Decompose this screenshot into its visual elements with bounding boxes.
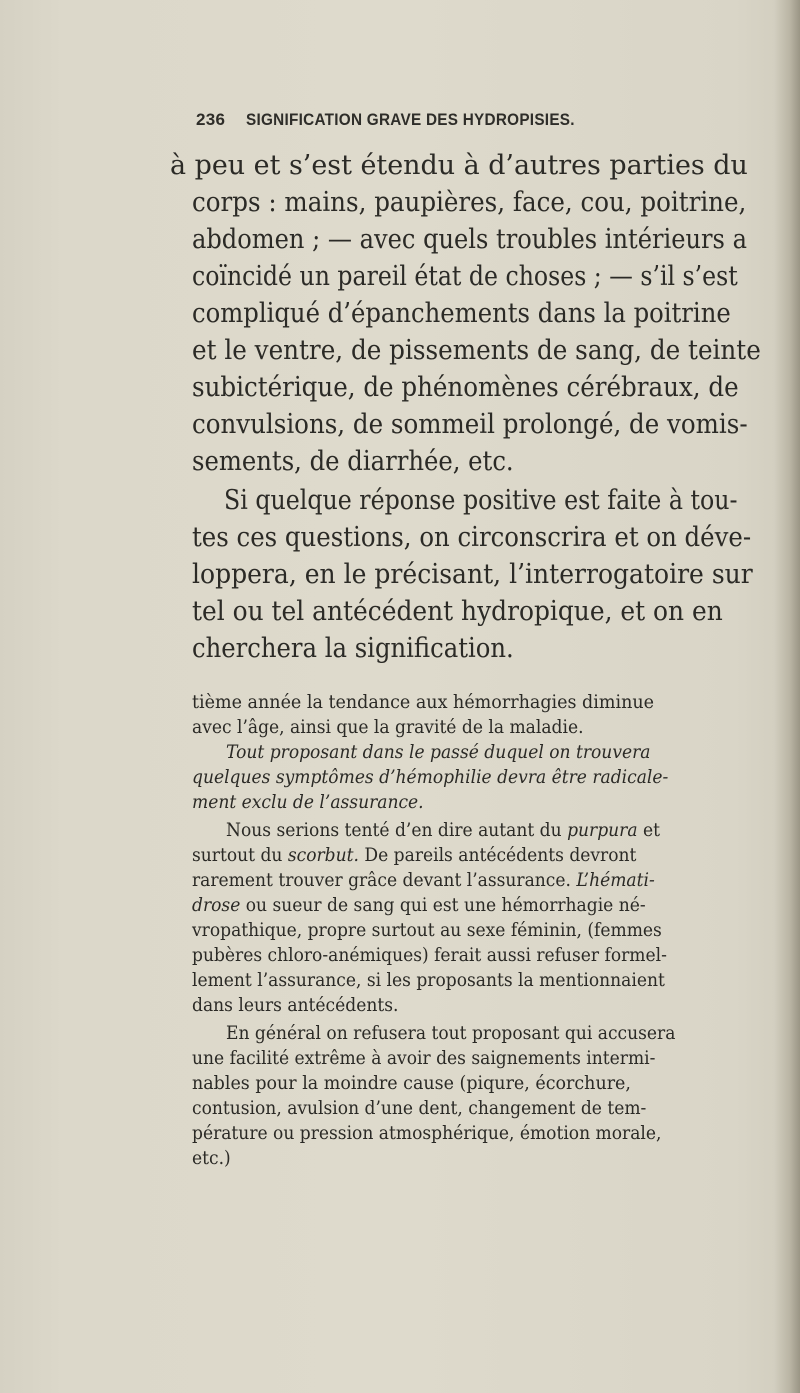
main-line-14: cherchera la signification. bbox=[192, 633, 514, 664]
main-line-3: abdomen ; — avec quels troubles intérieurs a bbox=[192, 224, 747, 255]
footnote-text: surtout du bbox=[192, 844, 283, 866]
footnote-term-scorbut: scorbut. bbox=[287, 844, 359, 866]
main-line-9: sements, de diarrhée, etc. bbox=[192, 446, 514, 477]
main-line-6: et le ventre, de pissements de sang, de teinte bbox=[192, 335, 761, 366]
footnote-line-4: quelques symptômes d’hémophilie devra être radicale- bbox=[192, 766, 669, 788]
footnote-line-9 bbox=[192, 893, 646, 917]
main-line-10: Si quelque réponse positive est faite à tou- bbox=[224, 485, 738, 516]
main-line-13: tel ou tel antécédent hydropique, et on en bbox=[192, 596, 723, 627]
main-line-7: subictérique, de phénomènes cérébraux, de bbox=[192, 372, 739, 403]
footnote-line-2: avec l’âge, ainsi que la gravité de la maladie. bbox=[192, 716, 584, 738]
footnote-line-16: nables pour la moindre cause (piqure, écorchure, bbox=[192, 1072, 631, 1094]
footnote-term-hematidrose-1: L’hémati- bbox=[576, 869, 655, 891]
footnote-term-hematidrose-2: drose bbox=[192, 894, 241, 916]
footnote-term-purpura: purpura bbox=[567, 819, 638, 841]
page-number: 236 bbox=[196, 110, 226, 129]
footnote-line-13: dans leurs antécédents. bbox=[192, 994, 399, 1016]
running-head-title: SIGNIFICATION GRAVE DES HYDROPISIES. bbox=[246, 110, 575, 129]
footnote-text: rarement trouver grâce devant l’assurance. bbox=[192, 869, 571, 891]
footnote-text: et bbox=[642, 819, 660, 841]
footnote-text: De pareils antécédents devront bbox=[364, 844, 637, 866]
footnote-text: Nous serions tenté d’en dire autant du bbox=[226, 819, 562, 841]
footnote-line-1: tième année la tendance aux hémorrhagies diminue bbox=[192, 691, 655, 713]
main-line-2: corps : mains, paupières, face, cou, poitrine, bbox=[192, 187, 747, 218]
page-edge-shadow bbox=[774, 0, 800, 1393]
footnote-text: ou sueur de sang qui est une hémorrhagie né- bbox=[245, 894, 646, 916]
footnote-line-3: Tout proposant dans le passé duquel on trouvera bbox=[226, 741, 651, 763]
footnote-line-14: En général on refusera tout proposant qui accusera bbox=[226, 1022, 676, 1044]
footnote-line-6 bbox=[226, 818, 660, 842]
footnote-line-19: etc.) bbox=[192, 1147, 231, 1169]
footnote-line-7 bbox=[192, 843, 636, 867]
footnote-line-10: vropathique, propre surtout au sexe féminin, (femmes bbox=[192, 919, 662, 941]
footnote-line-17: contusion, avulsion d’une dent, changement de tem- bbox=[192, 1097, 647, 1119]
running-head bbox=[196, 110, 666, 134]
main-line-8: convulsions, de sommeil prolongé, de vomis- bbox=[192, 409, 748, 440]
footnote-line-12: lement l’assurance, si les proposants la mentionnaient bbox=[192, 969, 665, 991]
main-line-11: tes ces questions, on circonscrira et on déve- bbox=[192, 522, 752, 553]
footnote-line-11: pubères chloro-anémiques) ferait aussi refuser formel- bbox=[192, 944, 667, 966]
main-line-1: à peu et s’est étendu à d’autres parties du bbox=[170, 150, 748, 181]
footnote-line-15: une facilité extrême à avoir des saignements intermi- bbox=[192, 1047, 656, 1069]
footnote-line-8 bbox=[192, 868, 655, 892]
main-line-12: loppera, en le précisant, l’interrogatoire sur bbox=[192, 559, 753, 590]
footnote-line-5: ment exclu de l’assurance. bbox=[192, 791, 424, 813]
main-line-4: coïncidé un pareil état de choses ; — s’il s’est bbox=[192, 261, 738, 292]
main-line-5: compliqué d’épanchements dans la poitrine bbox=[192, 298, 731, 329]
footnote-line-18: pérature ou pression atmosphérique, émotion morale, bbox=[192, 1122, 662, 1144]
